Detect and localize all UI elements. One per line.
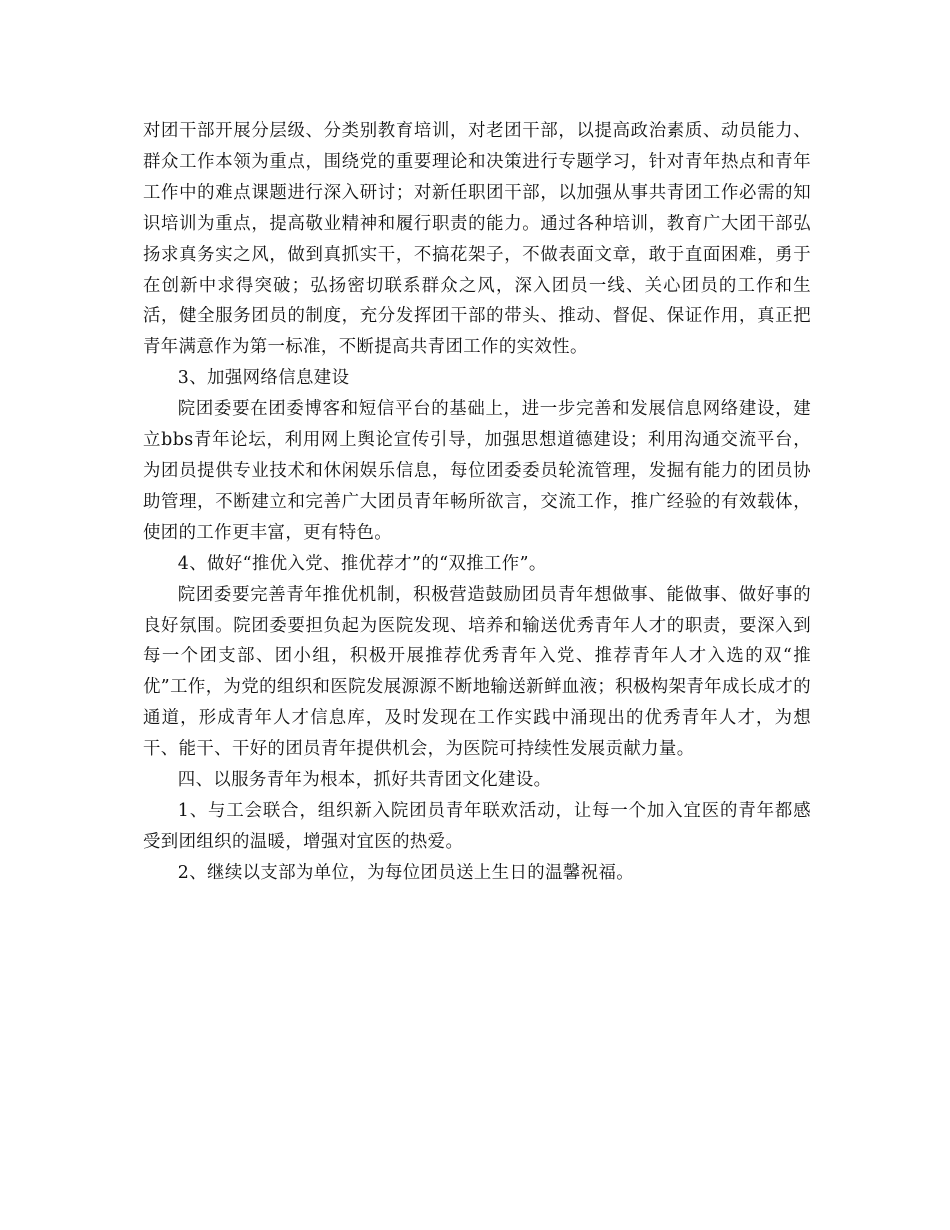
paragraph-network-info: 院团委要在团委博客和短信平台的基础上，进一步完善和发展信息网络建设，建立bbs青年论坛，利用网上舆论宣传引导，加强思想道德建设；利用沟通交流平台，为团员提供专业技术和休闲娱乐信息，每位团委委员轮流管理，发掘有能力的团员协助管理，不断建立和完善广大团员青年畅所欲言，交流工作，推广经验的有效载体，使团的工作更丰富，更有特色。 [143,399,811,543]
heading-network-info: 3、加强网络信息建设 [177,368,350,389]
paragraph-birthday-wishes: 2、继续以支部为单位，为每位团员送上生日的温馨祝福。 [177,862,635,883]
paragraph-union-party: 1、与工会联合，组织新入院团员青年联欢活动，让每一个加入宜医的青年都感受到团组织的温暖，增强对宜医的热爱。 [143,800,811,852]
heading-youth-culture: 四、以服务青年为根本，抓好共青团文化建设。 [177,770,552,791]
paragraph-double-recommend: 院团委要完善青年推优机制，积极营造鼓励团员青年想做事、能做事、做好事的良好氛围。院团委要担负起为医院发现、培养和输送优秀青年人才的职责，要深入到每一个团支部、团小组，积极开展推荐优秀青年入党、推荐青年人才入选的双“推优”工作，为党的组织和医院发展源源不断地输送新鲜血液；积极构架青年成长成才的通道，形成青年人才信息库，及时发现在工作实践中涌现出的优秀青年人才，为想干、能干、干好的团员青年提供机会，为医院可持续性发展贡献力量。 [143,584,811,760]
document-page [143,116,811,889]
paragraph-cadre-training: 对团干部开展分层级、分类别教育培训，对老团干部，以提高政治素质、动员能力、群众工作本领为重点，围绕党的重要理论和决策进行专题学习，针对青年热点和青年工作中的难点课题进行深入研讨；对新任职团干部，以加强从事共青团工作必需的知识培训为重点，提高敬业精神和履行职责的能力。通过各种培训，教育广大团干部弘扬求真务实之风，做到真抓实干，不搞花架子，不做表面文章，敢于直面困难，勇于在创新中求得突破；弘扬密切联系群众之风，深入团员一线、关心团员的工作和生活，健全服务团员的制度，充分发挥团干部的带头、推动、督促、保证作用，真正把青年满意作为第一标准，不断提高共青团工作的实效性。 [143,121,811,358]
heading-double-recommend: 4、做好“推优入党、推优荐才”的“双推工作”。 [177,553,547,574]
